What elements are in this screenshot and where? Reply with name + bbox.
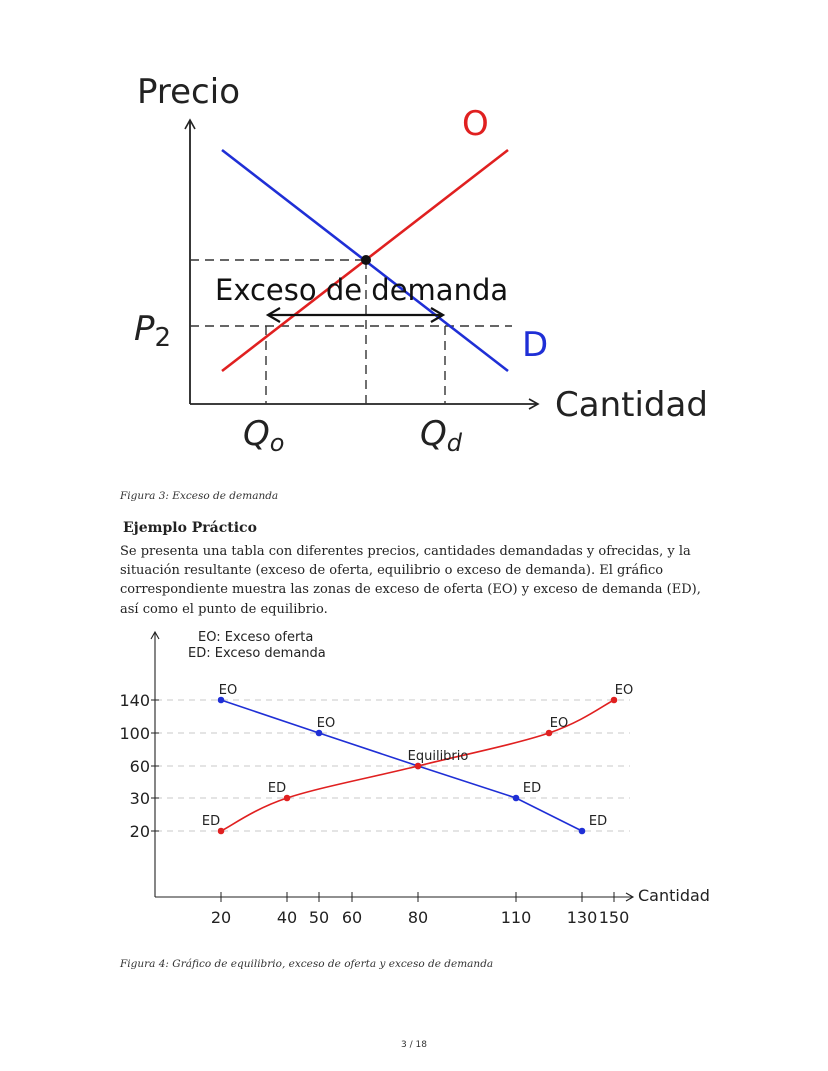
y-tick-label: 60: [129, 757, 150, 776]
x-tick-label: 110: [500, 908, 532, 927]
point-label: EO: [614, 683, 634, 698]
y-tick-label: 100: [119, 724, 150, 743]
x-tick-label: 130: [566, 908, 598, 927]
data-point: [513, 795, 520, 802]
point-label: ED: [522, 781, 542, 796]
supply-label: O: [462, 104, 489, 144]
y-tick-label: 20: [129, 822, 150, 841]
data-point: [579, 828, 586, 835]
point-label: EO: [549, 716, 569, 731]
annotation-excess-demand: Exceso de demanda: [215, 273, 509, 307]
point-label: ED: [201, 814, 221, 829]
chart-x-axis-label: Cantidad: [638, 886, 710, 905]
point-label: ED: [588, 814, 608, 829]
point-label: ED: [267, 781, 287, 796]
point-label: EO: [316, 716, 336, 731]
point-label: EO: [218, 683, 238, 698]
x-tick-label: 50: [308, 908, 330, 927]
excess-demand-figure: [100, 55, 720, 465]
page-number: 3 / 18: [401, 1040, 427, 1050]
figure-4-caption: Figura 4: Gráfico de equilibrio, exceso de oferta y exceso de demanda: [120, 958, 494, 970]
x-tick-label: 40: [276, 908, 298, 927]
section-title: Ejemplo Práctico: [123, 520, 257, 536]
x-tick-label: 20: [210, 908, 232, 927]
y-tick-label: 140: [119, 691, 150, 710]
figure-3-caption: Figura 3: Exceso de demanda: [120, 490, 279, 502]
equilibrium-chart: [115, 625, 715, 935]
section-paragraph: Se presenta una tabla con diferentes precios, cantidades demandadas y ofrecidas, y la situación resultante (exceso de oferta, equilibrio o exceso de demanda). El gráfico correspondiente muestra las zonas de exceso de oferta (EO) y exceso de demanda (ED), así como el punto de equilibrio.: [120, 544, 701, 617]
x-axis-label: Cantidad: [555, 385, 708, 425]
price-p2-label: P2: [134, 309, 172, 353]
chart-legend-ed: ED: Exceso demanda: [188, 646, 326, 661]
y-tick-label: 30: [129, 789, 150, 808]
qo-label: Qo: [243, 414, 285, 457]
y-axis-label: Precio: [137, 72, 240, 112]
x-tick-label: 80: [407, 908, 429, 927]
x-tick-label: 150: [598, 908, 630, 927]
x-tick-label: 60: [341, 908, 363, 927]
equilibrium-point: [361, 255, 371, 265]
qd-label: Qd: [420, 414, 462, 457]
point-label: Equilibrio: [407, 749, 469, 764]
chart-legend-eo: EO: Exceso oferta: [198, 630, 314, 645]
demand-label: D: [522, 325, 549, 365]
